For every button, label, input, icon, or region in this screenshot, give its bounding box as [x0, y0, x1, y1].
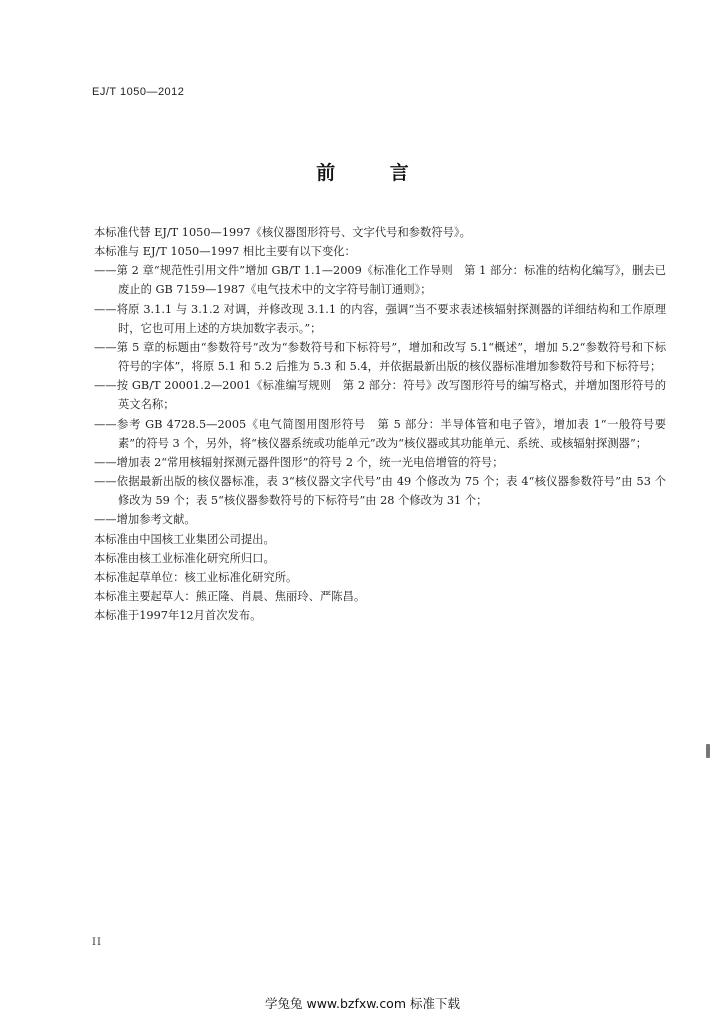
document-code: EJ/T 1050—2012 — [92, 86, 185, 98]
first-issue-statement: 本标准于1997年12月首次发布。 — [94, 609, 262, 623]
changes-intro: 本标准与 EJ/T 1050—1997 相比主要有以下变化： — [94, 245, 356, 259]
page-title: 前 言 — [316, 162, 433, 184]
proposer-statement: 本标准由中国核工业集团公司提出。 — [94, 532, 275, 546]
change-item: ——将原 3.1.1 与 3.1.2 对调，并修改现 3.1.1 的内容，强调“当不要求表述核辐射探测器的详细结构和工作原理时，它也可用上述的方块加数字表示。”； — [94, 302, 666, 335]
change-item: ——增加表 2“常用核辐射探测元器件图形”的符号 2 个，统一光电倍增管的符号； — [94, 455, 504, 469]
change-item: ——参考 GB 4728.5—2005《电气简图用图形符号 第 5 部分：半导体管和电子管》，增加表 1“一般符号要素”的符号 3 个，另外，将“核仪器系统或功能单元”改为“核仪器或其功能单元、系统、或核辐射探测器”； — [94, 417, 666, 450]
change-item: ——第 5 章的标题由“参数符号”改为“参数符号和下标符号”，增加和改写 5.1“概述”，增加 5.2“参数符号和下标符号的字体”，将原 5.1 和 5.2 后推为 5.3 和 5.4，并依据最新出版的核仪器标准增加参数符号和下标符号； — [94, 340, 666, 374]
watermark-footer: 学兔兔 www.bzfxw.com 标准下载 — [265, 996, 460, 1011]
scan-artifact-mark — [706, 744, 710, 758]
foreword-body — [94, 223, 666, 625]
change-item: ——第 2 章“规范性引用文件”增加 GB/T 1.1—2009《标准化工作导则 第 1 部分：标准的结构化编写》，删去已废止的 GB 7159—1987《电气技术中的文字符号制订通则》； — [94, 264, 666, 297]
administrator-statement: 本标准由核工业标准化研究所归口。 — [94, 551, 275, 565]
change-item: ——增加参考文献。 — [94, 513, 196, 527]
page-number: II — [92, 937, 102, 948]
drafters-statement: 本标准主要起草人：熊正隆、肖晨、焦丽玲、严陈昌。 — [94, 589, 366, 603]
change-item: ——按 GB/T 20001.2—2001《标准编写规则 第 2 部分：符号》改写图形符号的编写格式，并增加图形符号的英文名称； — [94, 379, 666, 412]
replacement-statement: 本标准代替 EJ/T 1050—1997《核仪器图形符号、文字代号和参数符号》。 — [94, 226, 471, 239]
drafting-unit-statement: 本标准起草单位：核工业标准化研究所。 — [94, 570, 298, 584]
change-item: ——依据最新出版的核仪器标准，表 3“核仪器文字代号”由 49 个修改为 75 个；表 4“核仪器参数符号”由 53 个修改为 59 个；表 5“核仪器参数符号的下标符号”由 28 个修改为 31 个； — [94, 475, 666, 508]
